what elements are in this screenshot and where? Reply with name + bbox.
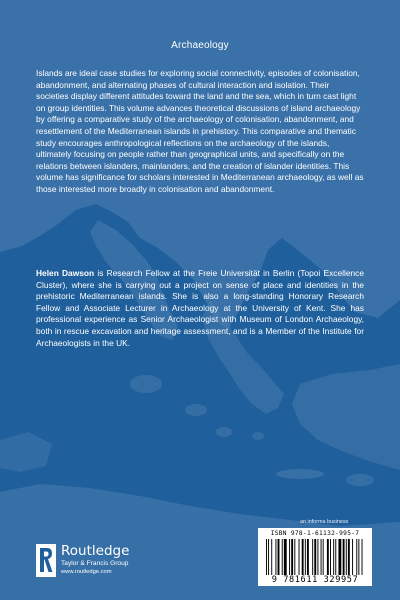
barcode-bar bbox=[294, 539, 295, 575]
author-name: Helen Dawson bbox=[36, 268, 95, 278]
barcode-bar bbox=[307, 539, 309, 575]
publisher-name: Routledge bbox=[61, 543, 130, 559]
barcode-bar bbox=[278, 539, 280, 575]
author-bio bbox=[36, 268, 364, 349]
barcode-bar bbox=[346, 539, 347, 575]
barcode-bar bbox=[312, 539, 313, 575]
routledge-logo-icon bbox=[36, 544, 56, 577]
barcode-bar bbox=[327, 539, 329, 575]
barcode-bar bbox=[362, 539, 363, 575]
barcode-bar bbox=[330, 539, 331, 575]
barcode-bar bbox=[321, 539, 322, 575]
barcode-bar bbox=[314, 539, 316, 575]
barcode-bar bbox=[356, 539, 357, 575]
isbn-barcode bbox=[258, 528, 372, 586]
barcode-bar bbox=[338, 539, 341, 575]
barcode-bar bbox=[284, 539, 287, 575]
informa-tagline: an informa business bbox=[300, 519, 349, 525]
barcode-bar bbox=[352, 539, 353, 575]
barcode-bar bbox=[335, 539, 336, 575]
isbn-label: ISBN 978-1-61132-995-7 bbox=[270, 530, 360, 537]
publisher-group: Taylor & Francis Group bbox=[61, 560, 129, 567]
author-bio-text: is Research Fellow at the Freie Universität in Berlin (Topoi Excellence Cluster), where she is carrying out a project on sense of place and identities in the prehistoric Mediterranean islands. She is also a long-standing Honorary Research Fellow and Associate Lecturer in Archaeology at the University of Kent. She has professional experience as Senior Archaeologist with Museum of London Archaeology, both in rescue excavation and heritage assessment, and is a Member of the Institute for Archaeologists in the UK. bbox=[36, 268, 364, 348]
barcode-bar bbox=[299, 539, 300, 575]
barcode-bar bbox=[266, 539, 267, 575]
barcode-bar bbox=[317, 539, 318, 575]
barcode-bar bbox=[323, 539, 324, 575]
barcode-bar bbox=[348, 539, 350, 575]
ean-digits: 9 781611 329957 bbox=[271, 575, 359, 585]
barcode-bar bbox=[275, 539, 276, 575]
barcode-bar bbox=[305, 539, 306, 575]
barcode-bar bbox=[271, 539, 272, 575]
publisher-url: www.routledge.com bbox=[61, 569, 112, 575]
publisher-logo bbox=[36, 543, 166, 579]
barcode-bar bbox=[289, 539, 290, 575]
barcode-bar bbox=[268, 539, 269, 575]
barcode-bar bbox=[343, 539, 345, 575]
barcode-bar bbox=[282, 539, 283, 575]
subject-category: Archaeology bbox=[171, 40, 229, 51]
barcode-bar bbox=[358, 539, 359, 575]
barcode-bar bbox=[333, 539, 334, 575]
barcode-bars bbox=[266, 539, 366, 575]
book-description: Islands are ideal case studies for exploring social connectivity, episodes of colonisation, abandonment, and alternating phases of cultural interaction and isolation. Their societies display different attitudes toward the land and the sea, which in turn cast light on group identities. This volume advances theoretical discussions of island archaeology by offering a comparative study of the archaeology of colonisation, abandonment, and resettlement of the Mediterranean islands in prehistory. This comparative and thematic study encourages anthropological reflections on the archaeology of the islands, ultimately focusing on people rather than geographical units, and specifically on the relations between islanders, mainlanders, and the creation of islander identities. This volume has significance for scholars interested in Mediterranean archaeology, as well as those interested more broadly in colonisation and abandonment. bbox=[36, 68, 364, 194]
barcode-bar bbox=[291, 539, 293, 575]
barcode-bar bbox=[302, 539, 304, 575]
